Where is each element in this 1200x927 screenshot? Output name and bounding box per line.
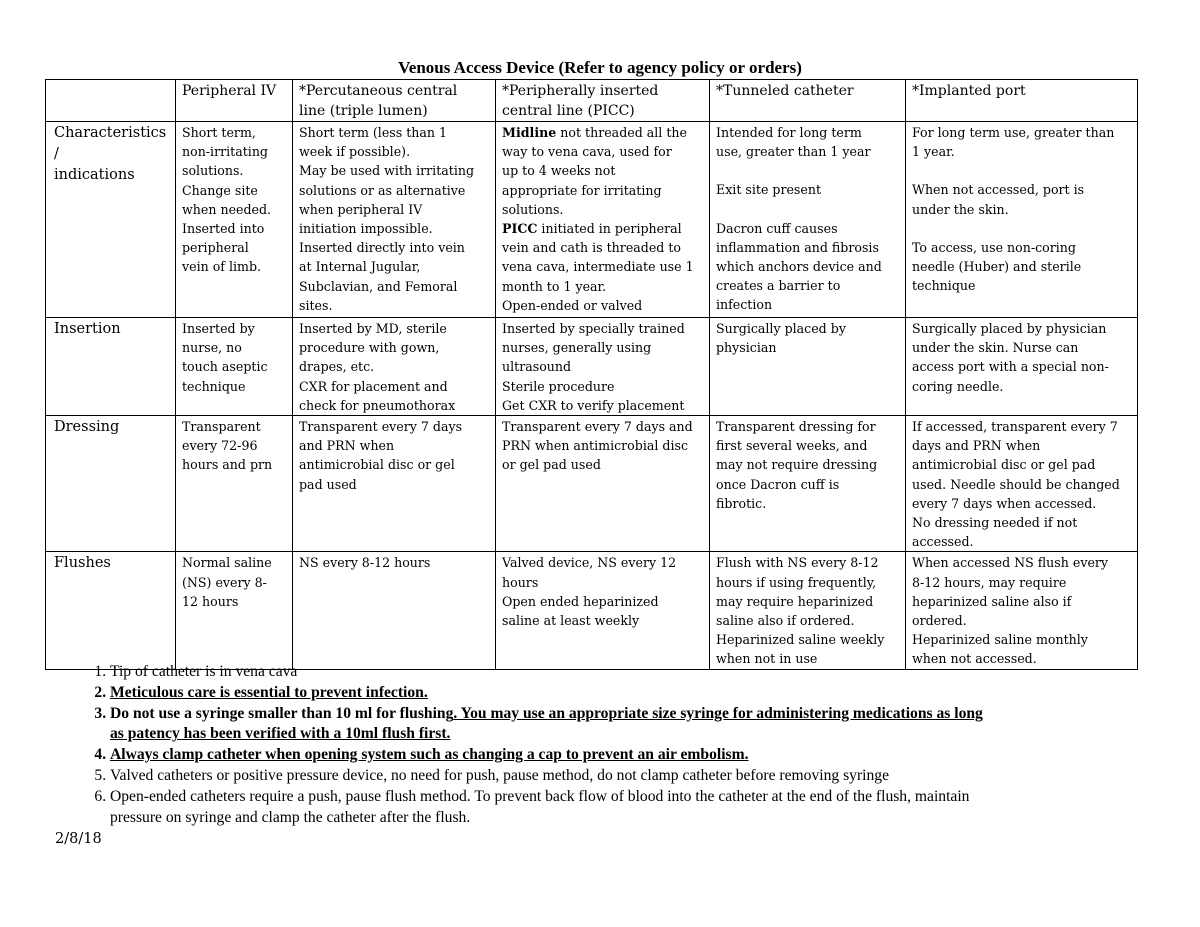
header-empty: [46, 80, 176, 122]
cell-insertion-implanted-port: Surgically placed by physician under the skin. Nurse can access port with a special non- coring needle.: [906, 318, 1138, 416]
picc-label: PICC: [502, 221, 538, 237]
cell-flushes-peripheral-iv: Normal saline (NS) every 8- 12 hours: [176, 552, 293, 669]
cell-dressing-implanted-port: If accessed, transparent every 7 days and PRN when antimicrobial disc or gel pad used. Needle should be changed every 7 days when accessed. No dressing needed if not accessed.: [906, 416, 1138, 552]
note-3: 3. Do not use a syringe smaller than 10 ml for flushing. You may use an appropriate size syringe for administering medications as long as patency has been verified with a 10ml flush first.: [110, 704, 1190, 746]
cell-flushes-picc: Valved device, NS every 12 hours Open ended heparinized saline at least weekly: [496, 552, 710, 669]
header-row: [46, 80, 1138, 122]
header-peripheral-iv: Peripheral IV: [176, 80, 293, 122]
cell-flushes-percutaneous: NS every 8-12 hours: [293, 552, 496, 669]
header-picc: *Peripherally inserted central line (PICC): [496, 80, 710, 122]
header-tunneled-catheter: *Tunneled catheter: [710, 80, 906, 122]
venous-access-table: [45, 79, 1138, 670]
cell-characteristics-implanted-port: For long term use, greater than 1 year. When not accessed, port is under the skin. To access, use non-coring needle (Huber) and sterile technique: [906, 122, 1138, 318]
note-2: 2. Meticulous care is essential to prevent infection.: [110, 683, 1190, 704]
row-dressing: [46, 416, 1138, 552]
notes-list: [68, 662, 1190, 828]
cell-dressing-picc: Transparent every 7 days and PRN when antimicrobial disc or gel pad used: [496, 416, 710, 552]
page-title: Venous Access Device (Refer to agency policy or orders): [398, 58, 802, 77]
row-flushes: [46, 552, 1138, 669]
cell-characteristics-picc: Midline not threaded all the way to vena cava, used for up to 4 weeks not appropriate for irritating solutions. PICC initiated in peripheral vein and cath is threaded to vena cava, intermediate use 1 month to 1 year. Open-ended or valved: [496, 122, 710, 318]
cell-dressing-tunneled: Transparent dressing for first several weeks, and may not require dressing once Dacron cuff is fibrotic.: [710, 416, 906, 552]
cell-flushes-implanted-port: When accessed NS flush every 8-12 hours, may require heparinized saline also if ordered. Heparinized saline monthly when not accessed.: [906, 552, 1138, 669]
row-head-flushes: Flushes: [46, 552, 176, 669]
row-head-dressing: Dressing: [46, 416, 176, 552]
row-head-characteristics: Characteristics / indications: [46, 122, 176, 318]
midline-label: Midline: [502, 125, 557, 140]
cell-dressing-peripheral-iv: Transparent every 72-96 hours and prn: [176, 416, 293, 552]
row-head-insertion: Insertion: [46, 318, 176, 416]
cell-flushes-tunneled: Flush with NS every 8-12 hours if using frequently, may require heparinized saline also if ordered. Heparinized saline weekly when not in use: [710, 552, 906, 669]
document-date: 2/8/18: [55, 831, 102, 847]
row-characteristics: [46, 122, 1138, 318]
cell-insertion-picc: Inserted by specially trained nurses, generally using ultrasound Sterile procedure Get CXR to verify placement: [496, 318, 710, 416]
cell-insertion-peripheral-iv: Inserted by nurse, no touch aseptic technique: [176, 318, 293, 416]
note-1: 1. Tip of catheter is in vena cava: [110, 662, 1190, 683]
header-implanted-port: *Implanted port: [906, 80, 1138, 122]
note-6: 6. Open-ended catheters require a push, pause flush method. To prevent back flow of blood into the catheter at the end of the flush, maintain pressure on syringe and clamp the catheter after the flush.: [110, 787, 1190, 829]
header-percutaneous-central: *Percutaneous central line (triple lumen): [293, 80, 496, 122]
cell-insertion-percutaneous: Inserted by MD, sterile procedure with gown, drapes, etc. CXR for placement and check for pneumothorax: [293, 318, 496, 416]
row-insertion: [46, 318, 1138, 416]
cell-characteristics-tunneled: Intended for long term use, greater than 1 year Exit site present Dacron cuff causes inflammation and fibrosis which anchors device and creates a barrier to infection: [710, 122, 906, 318]
cell-characteristics-peripheral-iv: Short term, non-irritating solutions. Change site when needed. Inserted into peripheral vein of limb.: [176, 122, 293, 318]
cell-insertion-tunneled: Surgically placed by physician: [710, 318, 906, 416]
note-5: 5. Valved catheters or positive pressure device, no need for push, pause method, do not clamp catheter before removing syringe: [110, 766, 1190, 787]
note-4: 4. Always clamp catheter when opening system such as changing a cap to prevent an air embolism.: [110, 745, 1190, 766]
cell-dressing-percutaneous: Transparent every 7 days and PRN when antimicrobial disc or gel pad used: [293, 416, 496, 552]
cell-characteristics-percutaneous: Short term (less than 1 week if possible). May be used with irritating solutions or as alternative when peripheral IV initiation impossible. Inserted directly into vein at Internal Jugular, Subclavian, and Femoral sites.: [293, 122, 496, 318]
